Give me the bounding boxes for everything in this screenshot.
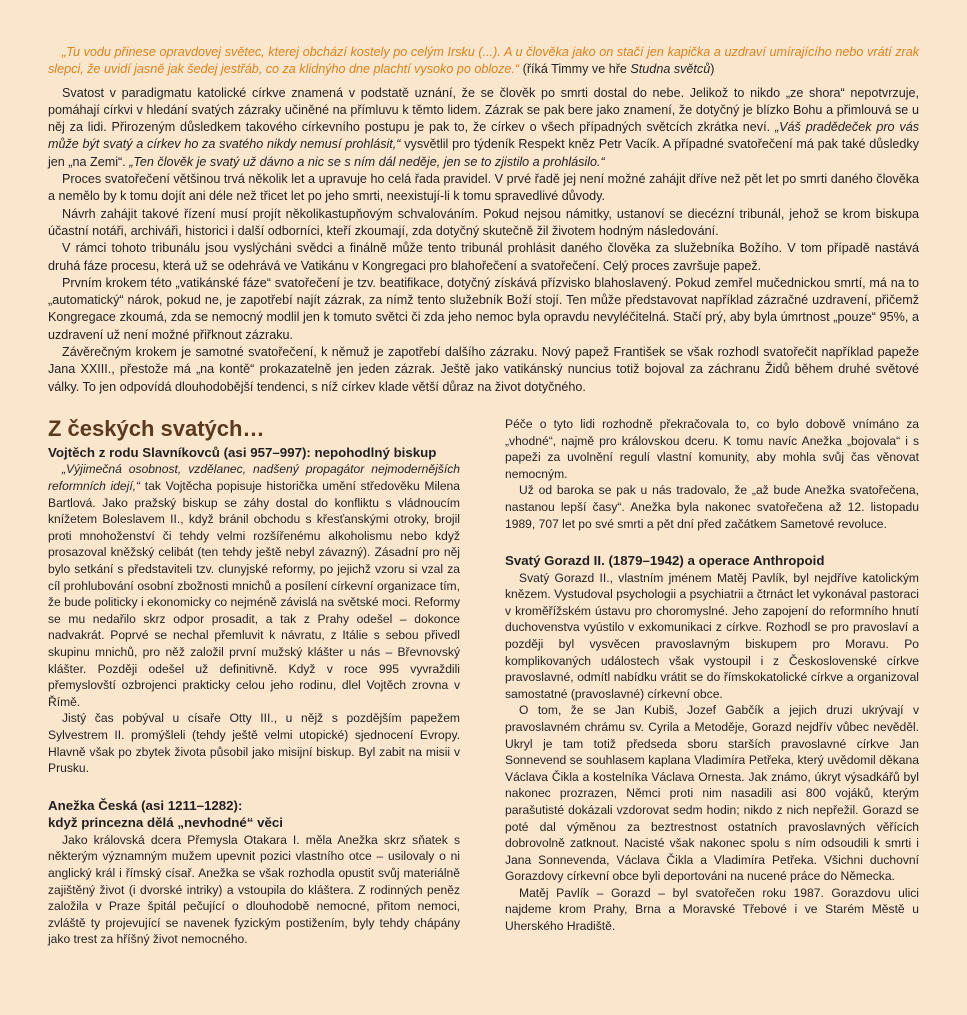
vojtech-paragraph-1 [48, 461, 460, 710]
vojtech-title: Vojtěch z rodu Slavníkovců (asi 957–997): nepohodlný biskup [48, 444, 437, 460]
spacer [505, 532, 919, 552]
intro-p1-text-c: vysvětlil pro týdeník Respekt kněz Petr Vacík. A případné svatořečení má pak také důsledky jen „na Zemi“. [48, 137, 919, 169]
intro-p1-quote-b: „Váš pradědeček pro vás může být svatý a církev ho za svatého nikdy nemusí prohlásit,“ [48, 120, 919, 152]
intro-paragraph-4: V rámci tohoto tribunálu jsou vyslýcháni svědci a finálně může tento tribunál prohlásit daného člověka za služebníka Božího. V tom případě nastává druhá fáze procesu, která už se odehrává ve Vatikánu v Kongregaci pro blahořečení a svatořečení. Celý proces završuje papež. [48, 241, 919, 273]
intro-paragraph-2: Proces svatořečení většinou trvá několik let a upravuje ho celá řada pravidel. V prvé řadě jej není možné zahájit dříve než pět let po smrti daného člověka a nemělo by k tomu dojít ani déle než třicet let po jeho smrti, neexistují-li k tomu spravedlivé důvody. [48, 172, 919, 204]
anezka-paragraph-2: Péče o tyto lidi rozhodně překračovala to, co bylo dobově vnímáno za „vhodné“, najmě pro královskou dceru. K tomu navíc Anežka „bojovala“ i s papeži za uvolnění regulí vlastní komunity, aby mohla svůj čas věnovat nemocným. [505, 416, 919, 481]
quote-attribution-pre: (říká Timmy ve hře [519, 62, 631, 77]
gorazd-title: Svatý Gorazd II. (1879–1942) a operace Anthropoid [505, 553, 825, 569]
intro-paragraph-1 [48, 85, 919, 171]
two-columns [48, 416, 919, 948]
right-column [505, 416, 919, 948]
intro-quote-paragraph [48, 44, 919, 79]
anezka-title-line-2: když princezna dělá „nevhodné“ věci [48, 815, 283, 831]
section-heading: Z českých svatých… [48, 415, 265, 441]
intro-p1-quote-d: „Ten člověk je svatý už dávno a nic se s ním dál neděje, jen se to zjistilo a prohlásilo.“ [129, 154, 605, 169]
left-column [48, 416, 460, 948]
intro-paragraph-5: Prvním krokem této „vatikánské fáze“ svatořečení je tzv. beatifikace, dotyčný získává přízvisko blahoslavený. Pokud zemřel mučednickou smrtí, má na to „automatický“ nárok, pokud ne, je zapotřebí najít zázrak, za nímž tento služebník Boží stojí. Ten může představovat například zázračné uzdravení, přičemž Kongregace zkoumá, zda se nemocný modlil jen k tomuto světci či zda jeho nemoc byla opravdu nevyléčitelná. Stačí prý, aby byla úmrtnost „pouze“ 95%, a uzdravení už není možné přiřknout zázraku. [48, 275, 919, 342]
vojtech-p1-text: tak Vojtěcha popisuje historička umění středověku Milena Bartlová. Jako pražský biskup se záhy dostal do konfliktu s vládnoucím knížetem Boleslavem II., když bránil obchodu s křesťanskými otroky, brojil proti mnohoženství či tehdy velmi rozšířenému alkoholismu nebo když prosazoval kněžský celibát (ten tehdy ještě nebyl závazný). Zásadní pro něj bylo setkání s představiteli tzv. clunyjské reformy, po jejichž vzoru si vzal za cíl prohlubování osobní zbožnosti mnichů a posílení církevní organizace tím, že bude politicky i ekonomicky co nejméně závislá na světské moci. Reformy se mu nedařilo skrz odpor prosadit, a tak z Prahy odešel – dokonce nadvakrát. Poprvé se nechal přemluvit k návratu, z Itálie s sebou přivedl skupinu mnichů, pro něž založil první mužský klášter u nás – Břevnovský klášter. Později odešel už definitivně. Když v roce 995 vyvraždili přemyslovští ozbrojenci prakticky celou jeho rodinu, dlel Vojtěch zrovna v Římě. [48, 479, 461, 709]
anezka-title-line-1: Anežka Česká (asi 1211–1282): [48, 797, 243, 813]
intro-paragraph-3: Návrh zahájit takové řízení musí projít několikastupňovým schvalováním. Pokud nejsou námitky, ustanoví se diecézní tribunál, jehož se krom biskupa účastní notáři, archiváři, historici i další odborníci, kteří zkoumají, zda dotyčný skutečně žil životem hodným následování. [48, 206, 919, 238]
quote-attribution-title: Studna světců [630, 62, 711, 77]
intro-section [48, 44, 919, 396]
vojtech-paragraph-2: Jistý čas pobýval u císaře Otty III., u nějž s pozdějším papežem Sylvestrem II. promýšleli (tehdy ještě velmi utopické) sjednocení Evropy. Hlavně však po zbytek života působil jako misijní biskup. Byl zabit na misii v Prusku. [48, 711, 460, 776]
vojtech-quote: „Výjimečná osobnost, vzdělanec, nadšený propagátor nejmodernějších reformních idejí,“ [48, 462, 460, 494]
gorazd-paragraph-1: Svatý Gorazd II., vlastním jménem Matěj Pavlík, byl nejdříve katolickým knězem. Vystudoval psychologii a psychiatrii a čtrnáct let vykonával pastoraci v kroměřížském ústavu pro choromyslné. Jeho zapojení do reformního hnutí duchovenstva vyústilo v exkomunikaci z církve. Rozhodl se pro pravoslaví a později byl vysvěcen pravoslavným biskupem pro Moravu. Po komplikovaných událostech však vystoupil i z Československé církve pravoslavné, odmítl nabídku vrátit se do římskokatolické církve a organizoval samostatné (pravoslavné) církevní obce. [505, 570, 919, 701]
intro-paragraph-6: Závěrečným krokem je samotné svatořečení, k němuž je zapotřebí dalšího zázraku. Nový papež František se však rozhodl svatořečit například papeže Jana XXIII., přestože má „na kontě“ prokazatelně jen jeden zázrak. Ještě jako vatikánský nuncius totiž bojoval za záchranu Židů během druhé světové války. To jen odpovídá dlouhodobější tendenci, s níž církev klade větší důraz na život dotyčného. [48, 345, 919, 394]
gorazd-paragraph-3: Matěj Pavlík – Gorazd – byl svatořečen roku 1987. Gorazdovu ulici najdeme krom Prahy, Brna a Moravské Třebové i ve Starém Městě u Uherského Hradiště. [505, 885, 919, 934]
spacer [48, 777, 460, 797]
gorazd-paragraph-2: O tom, že se Jan Kubiš, Jozef Gabčík a jejich druzi ukrývají v pravoslavném chrámu sv. Cyrila a Metoděje, Gorazd nejdřív vůbec nevěděl. Ukryl je tam totiž předseda sboru starších pravoslavné církve Jan Sonnevend se souhlasem kaplana Vladimíra Petřeka, který uvědomil děkana Václava Čikla a kostelníka Václava Ornesta. Jak známo, úkryt výsadkářů byl nakonec prozrazen, Němci proti nim nasadili asi 800 vojáků, kterým parašutisté dokázali vzdorovat sedm hodin; nikdo z nich nepřežil. Gorazd se poté dal výměnou za beztrestnost ostatních pravoslavných věřících dobrovolně zatknout. Nacisté však nakonec spolu s ním odsoudili k smrti i Jana Sonnevenda, Václava Čikla a Vladimíra Petřeka. Všichni duchovní Gorazdovy církevní obce byli deportováni na nucené práce do Německa. [505, 703, 919, 884]
anezka-paragraph-3: Už od baroka se pak u nás tradovalo, že „až bude Anežka svatořečena, nastanou lepší časy“. Anežka byla nakonec svatořečena až 12. listopadu 1989, 707 let po své smrti a pět dní před začátkem Sametové revoluce. [505, 483, 919, 531]
anezka-paragraph-1: Jako královská dcera Přemysla Otakara I. měla Anežka skrz sňatek s některým významným mužem upevnit pozici vlastního otce – usilovaly o ni anglický král i římský císař. Anežka se však rozhodla opustit svůj materiálně zajištěný život (i dvorské intriky) a vstoupila do kláštera. Z rodinných peněz založila v Praze špitál pečující o dlouhodobě nemocné, přitom nemoci, zvláště ty projevující se navenek fyzickým postižením, byly tehdy chápány jako trest za hříšný život nemocného. [48, 832, 460, 947]
intro-quote: „Tu vodu přinese opravdovej světec, kterej obchází kostely po celým Irsku (...). A u člověka jako on stačí jen kapička a uzdraví umírajícího nebo vrátí zrak slepci, že uvidí jasně jak šedej jestřáb, co za klidnýho dne plachtí vysoko po obloze.“ [48, 45, 919, 77]
intro-p1-text-a: Svatost v paradigmatu katolické církve znamená v podstatě uznání, že se člověk po smrti dostal do nebe. Jelikož to nikdo „ze shora“ nepotvrzuje, pomáhají církvi v hledání svatých zázraky učiněné na přímluvu k těmto lidem. Zázrak se pak bere jako znamení, že dotyčný je blízko Bohu a přimlouvá se u něj za lidi. Přirozeným důsledkem takového církevního postupu je pak to, že církev o všech případných světcích zkrátka neví. [48, 85, 919, 135]
quote-attribution-post: ) [710, 62, 715, 77]
